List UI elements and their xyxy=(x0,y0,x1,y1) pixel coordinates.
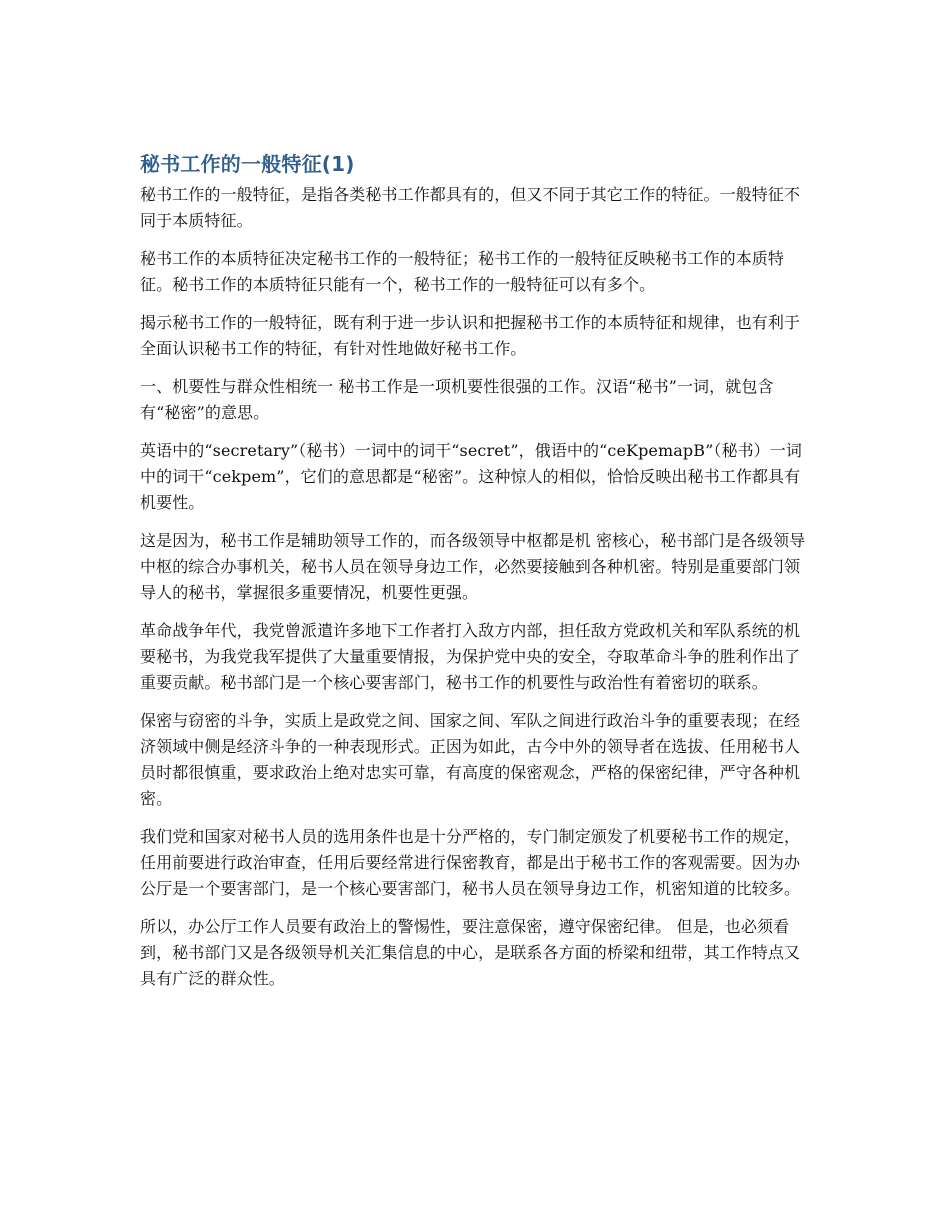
document-title: 秘书工作的一般特征(1) xyxy=(140,152,355,176)
document-page xyxy=(140,150,810,1004)
paragraph-2: 秘书工作的本质特征决定秘书工作的一般特征；秘书工作的一般特征反映秘书工作的本质特征。秘书工作的本质特征只能有一个，秘书工作的一般特征可以有多个。 xyxy=(140,249,785,294)
paragraph-10: 所以，办公厅工作人员要有政治上的警惕性，要注意保密，遵守保密纪律。 但是，也必须看到，秘书部门又是各级领导机关汇集信息的中心，是联系各方面的桥梁和纽带，其工作特点又具有广泛的群众性。 xyxy=(140,917,801,988)
paragraph-8: 保密与窃密的斗争，实质上是政党之间、国家之间、军队之间进行政治斗争的重要表现；在经济领域中侧是经济斗争的一种表现形式。正因为如此，古今中外的领导者在选拔、任用秘书人员时都很慎重，要求政治上绝对忠实可靠，有高度的保密观念，严格的保密纪律，严守各种机密。 xyxy=(140,711,801,808)
paragraph-5: 英语中的“secretary”（秘书）一词中的词干“secret”，俄语中的“ceKpemapB”（秘书）一词中的词干“cekpem”，它们的意思都是“秘密”。这种惊人的相似，恰恰反映出秘书工作都具有机要性。 xyxy=(140,441,802,512)
paragraph-4: 一、机要性与群众性相统一 秘书工作是一项机要性很强的工作。汉语“秘书”一词，就包含有“秘密”的意思。 xyxy=(140,377,774,422)
paragraph-3: 揭示秘书工作的一般特征，既有利于进一步认识和把握秘书工作的本质特征和规律，也有利于全面认识秘书工作的特征，有针对性地做好秘书工作。 xyxy=(140,313,801,358)
paragraph-7: 革命战争年代，我党曾派遣许多地下工作者打入敌方内部，担任敌方党政机关和军队系统的机要秘书，为我党我军提供了大量重要情报，为保护党中央的安全，夺取革命斗争的胜利作出了重要贡献。秘书部门是一个核心要害部门，秘书工作的机要性与政治性有着密切的联系。 xyxy=(140,621,801,692)
paragraph-9: 我们党和国家对秘书人员的选用条件也是十分严格的，专门制定颁发了机要秘书工作的规定，任用前要进行政治审查，任用后要经常进行保密教育，都是出于秘书工作的客观需要。因为办公厅是一个要害部门，是一个核心要害部门，秘书人员在领导身边工作，机密知道的比较多。 xyxy=(140,827,801,898)
paragraph-6: 这是因为，秘书工作是辅助领导工作的，而各级领导中枢都是机 密核心，秘书部门是各级领导中枢的综合办事机关，秘书人员在领导身边工作，必然要接触到各种机密。特别是重要部门领导人的秘书，掌握很多重要情况，机要性更强。 xyxy=(140,531,806,602)
paragraph-1: 秘书工作的一般特征，是指各类秘书工作都具有的，但又不同于其它工作的特征。一般特征不同于本质特征。 xyxy=(140,185,801,230)
